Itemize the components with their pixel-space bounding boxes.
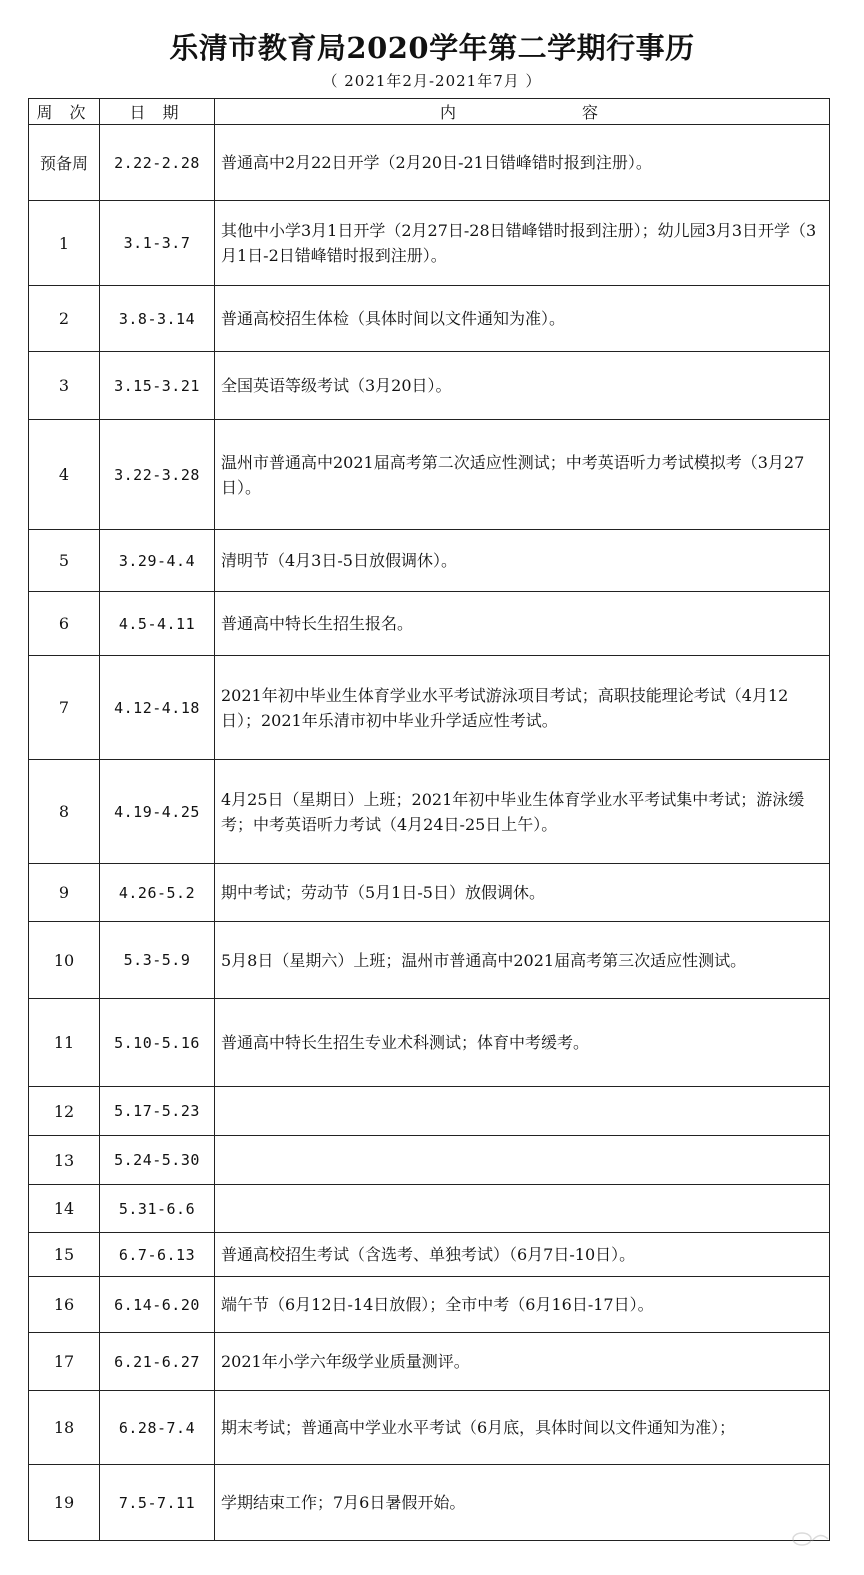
- content-cell: 全国英语等级考试（3月20日）。: [215, 352, 830, 420]
- date-cell: 5.3-5.9: [100, 922, 215, 999]
- week-cell: 8: [29, 760, 100, 864]
- date-cell: 5.24-5.30: [100, 1136, 215, 1185]
- table-row: [29, 201, 830, 286]
- week-cell: 9: [29, 864, 100, 922]
- week-cell: 12: [29, 1087, 100, 1136]
- content-cell: 普通高中特长生招生专业术科测试；体育中考缓考。: [215, 999, 830, 1087]
- date-cell: 3.15-3.21: [100, 352, 215, 420]
- table-row: [29, 656, 830, 760]
- week-cell: 预备周: [29, 125, 100, 201]
- week-cell: 10: [29, 922, 100, 999]
- content-cell: 期末考试；普通高中学业水平考试（6月底，具体时间以文件通知为准）；: [215, 1391, 830, 1465]
- table-row: [29, 530, 830, 592]
- date-cell: 6.28-7.4: [100, 1391, 215, 1465]
- date-cell: 5.31-6.6: [100, 1185, 215, 1233]
- content-cell: [215, 1136, 830, 1185]
- table-row: [29, 1185, 830, 1233]
- table-row: [29, 592, 830, 656]
- date-cell: 6.7-6.13: [100, 1233, 215, 1277]
- week-cell: 11: [29, 999, 100, 1087]
- watermark-logo: [790, 1529, 830, 1547]
- table-header-row: [29, 99, 830, 125]
- week-cell: 15: [29, 1233, 100, 1277]
- table-row: [29, 1465, 830, 1541]
- week-cell: 16: [29, 1277, 100, 1333]
- content-cell: 2021年初中毕业生体育学业水平考试游泳项目考试；高职技能理论考试（4月12日）；2021年乐清市初中毕业升学适应性考试。: [215, 656, 830, 760]
- table-row: [29, 999, 830, 1087]
- column-header-content: [215, 99, 830, 125]
- week-cell: 6: [29, 592, 100, 656]
- content-cell: 清明节（4月3日-5日放假调休）。: [215, 530, 830, 592]
- table-row: [29, 864, 830, 922]
- column-header-date: 日 期: [100, 99, 215, 125]
- date-cell: 4.5-4.11: [100, 592, 215, 656]
- table-row: [29, 125, 830, 201]
- date-cell: 7.5-7.11: [100, 1465, 215, 1541]
- table-row: [29, 922, 830, 999]
- week-cell: 5: [29, 530, 100, 592]
- week-cell: 4: [29, 420, 100, 530]
- content-cell: 温州市普通高中2021届高考第二次适应性测试；中考英语听力考试模拟考（3月27日）。: [215, 420, 830, 530]
- table-row: [29, 760, 830, 864]
- date-cell: 3.1-3.7: [100, 201, 215, 286]
- content-cell: 端午节（6月12日-14日放假）；全市中考（6月16日-17日）。: [215, 1277, 830, 1333]
- table-row: [29, 1233, 830, 1277]
- table-row: [29, 1277, 830, 1333]
- content-cell: 5月8日（星期六）上班；温州市普通高中2021届高考第三次适应性测试。: [215, 922, 830, 999]
- week-cell: 14: [29, 1185, 100, 1233]
- content-cell: 学期结束工作；7月6日暑假开始。: [215, 1465, 830, 1541]
- content-cell: 普通高校招生体检（具体时间以文件通知为准）。: [215, 286, 830, 352]
- week-cell: 1: [29, 201, 100, 286]
- column-header-content-left: 内: [439, 103, 462, 122]
- content-cell: 其他中小学3月1日开学（2月27日-28日错峰错时报到注册）；幼儿园3月3日开学（3月1日-2日错峰错时报到注册）。: [215, 201, 830, 286]
- date-cell: 5.10-5.16: [100, 999, 215, 1087]
- table-row: [29, 1333, 830, 1391]
- date-cell: 4.12-4.18: [100, 656, 215, 760]
- table-row: [29, 1136, 830, 1185]
- content-cell: 普通高中特长生招生报名。: [215, 592, 830, 656]
- week-cell: 7: [29, 656, 100, 760]
- date-cell: 3.29-4.4: [100, 530, 215, 592]
- content-cell: [215, 1087, 830, 1136]
- column-header-week: 周 次: [29, 99, 100, 125]
- content-cell: 2021年小学六年级学业质量测评。: [215, 1333, 830, 1391]
- calendar-body: [29, 125, 830, 1541]
- date-cell: 4.19-4.25: [100, 760, 215, 864]
- date-cell: 6.14-6.20: [100, 1277, 215, 1333]
- week-cell: 18: [29, 1391, 100, 1465]
- table-row: [29, 352, 830, 420]
- table-row: [29, 420, 830, 530]
- table-row: [29, 286, 830, 352]
- calendar-table: [28, 98, 830, 1541]
- week-cell: 17: [29, 1333, 100, 1391]
- date-cell: 3.8-3.14: [100, 286, 215, 352]
- column-header-content-right: 容: [582, 103, 605, 122]
- week-cell: 13: [29, 1136, 100, 1185]
- date-cell: 2.22-2.28: [100, 125, 215, 201]
- content-cell: 普通高中2月22日开学（2月20日-21日错峰错时报到注册）。: [215, 125, 830, 201]
- content-cell: 期中考试；劳动节（5月1日-5日）放假调休。: [215, 864, 830, 922]
- page-subtitle: （ 2021年2月-2021年7月 ）: [322, 72, 542, 90]
- date-cell: 5.17-5.23: [100, 1087, 215, 1136]
- week-cell: 2: [29, 286, 100, 352]
- date-cell: 6.21-6.27: [100, 1333, 215, 1391]
- date-cell: 4.26-5.2: [100, 864, 215, 922]
- page-title: 乐清市教育局2020学年第二学期行事历: [169, 31, 695, 65]
- date-cell: 3.22-3.28: [100, 420, 215, 530]
- content-cell: 普通高校招生考试（含选考、单独考试）（6月7日-10日）。: [215, 1233, 830, 1277]
- week-cell: 19: [29, 1465, 100, 1541]
- table-row: [29, 1391, 830, 1465]
- week-cell: 3: [29, 352, 100, 420]
- content-cell: 4月25日（星期日）上班；2021年初中毕业生体育学业水平考试集中考试；游泳缓考；中考英语听力考试（4月24日-25日上午）。: [215, 760, 830, 864]
- content-cell: [215, 1185, 830, 1233]
- table-row: [29, 1087, 830, 1136]
